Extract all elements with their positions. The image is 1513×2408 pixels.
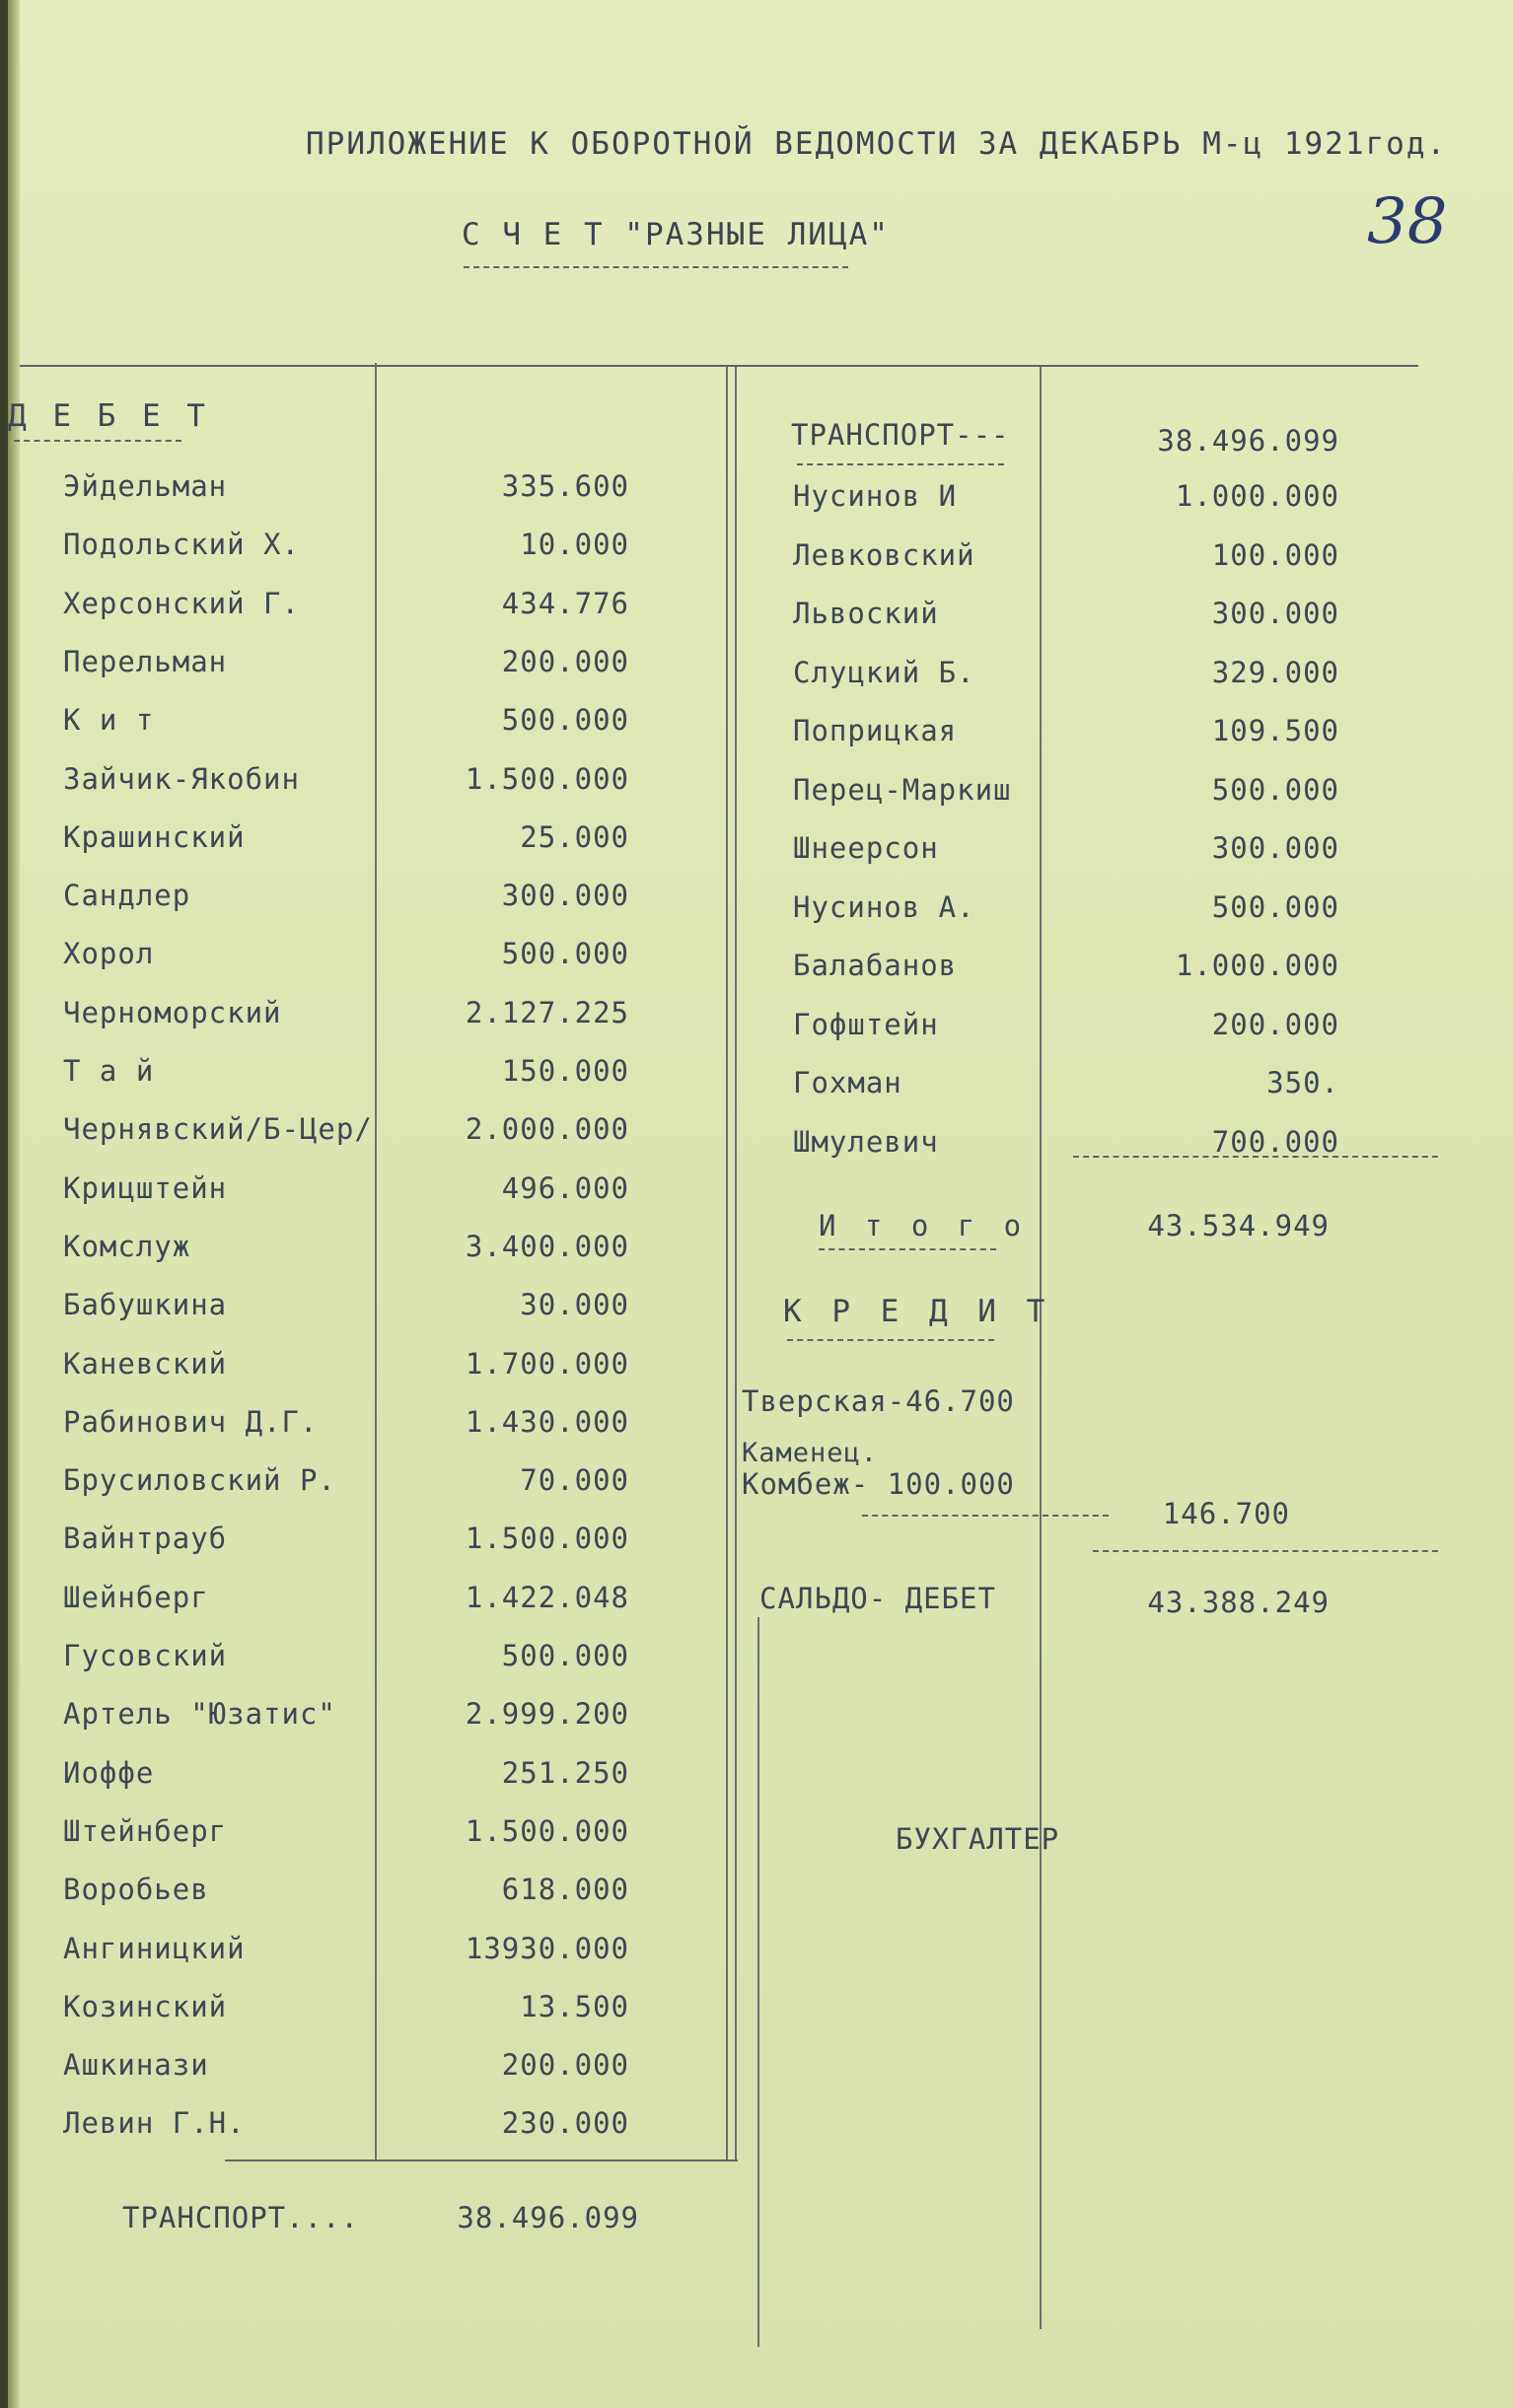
debit-row-name: Гусовский (63, 1639, 228, 1672)
right-row-amount: 300.000 (1211, 597, 1339, 630)
center-divider (726, 367, 728, 2161)
right-row-name: Гофштейн (793, 1007, 939, 1041)
debit-row-amount: 1.700.000 (465, 1346, 629, 1381)
right-row-name: Поприцкая (793, 714, 958, 747)
debit-row-amount: 2.000.000 (465, 1112, 629, 1147)
debit-row-name: Шейнберг (63, 1580, 209, 1614)
debit-transport-amount: 38.496.099 (457, 2201, 639, 2234)
debit-row-amount: 496.000 (501, 1170, 629, 1205)
total-amount: 43.534.949 (1147, 1209, 1330, 1242)
debit-row-name: Ашкинази (63, 2048, 209, 2083)
credit-total-rule (1093, 1550, 1438, 1552)
right-row-name: Балабанов (793, 949, 958, 982)
document-title: ПРИЛОЖЕНИЕ К ОБОРОТНОЙ ВЕДОМОСТИ ЗА ДЕКАБРЬ М-ц 1921год. (306, 126, 1448, 162)
ledger-page (8, 0, 1513, 2408)
debit-transport-label: ТРАНСПОРТ.... (122, 2201, 359, 2234)
debit-row-amount: 618.000 (501, 1873, 629, 1907)
lower-center-divider (757, 1617, 759, 2347)
right-row-amount: 700.000 (1211, 1124, 1339, 1159)
debit-row-name: Штейнберг (63, 1813, 228, 1848)
debit-row-name: Левин Г.Н. (63, 2106, 246, 2141)
debit-row-name: Бабушкина (63, 1288, 228, 1322)
debit-row-amount: 70.000 (520, 1463, 629, 1498)
debit-label: Д Е Б Е Т (8, 398, 209, 434)
right-row-amount: 350. (1266, 1066, 1339, 1099)
account-title: С Ч Е Т "РАЗНЫЕ ЛИЦА" (462, 217, 890, 252)
debit-row-name: Чернявский/Б-Цер/ (63, 1112, 373, 1147)
page-number: 38 (1367, 185, 1448, 258)
accountant-label: БУХГАЛТЕР (896, 1822, 1060, 1856)
debit-row-name: Т а й (63, 1054, 155, 1088)
right-transport-underline (797, 463, 1004, 465)
right-row-name: Гохман (793, 1066, 902, 1099)
debit-row-name: Козинский (63, 1989, 228, 2023)
saldo-amount: 43.388.249 (1147, 1586, 1330, 1619)
credit-total: 146.700 (1162, 1497, 1290, 1530)
right-row-amount: 1.000.000 (1175, 949, 1339, 982)
right-transport-amount: 38.496.099 (1157, 424, 1339, 458)
right-row-name: Шнеерсон (793, 831, 939, 865)
credit-label: К Р Е Д И Т (783, 1294, 1051, 1329)
right-row-name: Левковский (793, 537, 975, 572)
right-row-amount: 329.000 (1211, 655, 1339, 689)
debit-row-name: Иоффе (63, 1755, 155, 1790)
debit-row-name: Комслуж (63, 1229, 191, 1263)
debit-row-amount: 434.776 (501, 586, 629, 620)
debit-row-name: Сандлер (63, 879, 191, 913)
right-row-amount: 500.000 (1211, 889, 1339, 924)
right-row-amount: 109.500 (1211, 714, 1339, 747)
debit-row-name: Вайнтрауб (63, 1522, 228, 1556)
right-row-name: Львоский (793, 597, 939, 630)
debit-row-name: Воробьев (63, 1873, 209, 1907)
debit-row-name: Черноморский (63, 995, 282, 1029)
debit-row-amount: 335.600 (501, 469, 629, 503)
debit-name-amount-divider (375, 363, 377, 2160)
debit-bottom-rule (225, 2160, 738, 2161)
debit-row-amount: 251.250 (501, 1755, 629, 1790)
debit-row-amount: 25.000 (520, 819, 629, 854)
debit-row-amount: 10.000 (520, 528, 629, 562)
debit-row-name: Херсонский Г. (63, 586, 300, 620)
debit-row-amount: 200.000 (501, 644, 629, 678)
right-row-name: Перец-Маркиш (793, 772, 1012, 807)
credit-entry-kamenets: Каменец. (742, 1438, 879, 1468)
right-row-name: Слуцкий Б. (793, 655, 975, 689)
debit-row-name: Каневский (63, 1346, 228, 1381)
right-row-amount: 500.000 (1211, 772, 1339, 807)
debit-row-name: Ангиницкий (63, 1931, 246, 1965)
saldo-label: САЛЬДО- ДЕБЕТ (759, 1582, 996, 1615)
debit-row-name: Подольский Х. (63, 528, 300, 562)
debit-row-amount: 500.000 (501, 937, 629, 971)
right-row-amount: 100.000 (1211, 537, 1339, 572)
right-name-amount-divider (1040, 367, 1042, 2329)
right-row-name: Нусинов И (793, 479, 958, 513)
debit-row-amount: 1.500.000 (465, 1522, 629, 1556)
right-subtotal-rule (1073, 1156, 1438, 1158)
debit-row-amount: 1.422.048 (465, 1580, 629, 1614)
debit-row-name: Перельман (63, 644, 228, 678)
center-divider-inner (735, 367, 737, 2161)
credit-entry-tverskaya: Тверская-46.700 (742, 1384, 1015, 1418)
total-label: И т о г о (819, 1209, 1028, 1242)
debit-row-name: Рабинович Д.Г. (63, 1404, 319, 1439)
credit-entry-kombezh: Комбеж- 100.000 (742, 1467, 1015, 1501)
debit-row-amount: 13.500 (520, 1989, 629, 2023)
debit-row-amount: 200.000 (501, 2048, 629, 2083)
debit-row-amount: 150.000 (501, 1054, 629, 1088)
right-row-name: Шмулевич (793, 1124, 939, 1159)
debit-row-amount: 2.127.225 (465, 995, 629, 1029)
total-underline (819, 1248, 996, 1250)
debit-row-amount: 300.000 (501, 879, 629, 913)
debit-row-name: Крицштейн (63, 1170, 228, 1205)
debit-row-amount: 3.400.000 (465, 1229, 629, 1263)
right-row-amount: 1.000.000 (1175, 479, 1339, 513)
debit-label-underline (14, 440, 181, 442)
debit-row-name: Брусиловский Р. (63, 1463, 336, 1498)
debit-row-name: Артель "Юзатис" (63, 1697, 336, 1732)
debit-row-name: Зайчик-Якобин (63, 761, 300, 796)
right-row-amount: 300.000 (1211, 831, 1339, 865)
debit-row-amount: 1.430.000 (465, 1404, 629, 1439)
debit-row-amount: 500.000 (501, 703, 629, 738)
table-top-rule (20, 365, 1418, 367)
account-title-underline (464, 266, 848, 268)
right-row-name: Нусинов А. (793, 889, 975, 924)
debit-row-amount: 230.000 (501, 2106, 629, 2141)
credit-underline (787, 1339, 994, 1341)
right-transport-label: ТРАНСПОРТ--- (791, 418, 1010, 452)
debit-row-amount: 1.500.000 (465, 1813, 629, 1848)
debit-row-amount: 500.000 (501, 1639, 629, 1672)
debit-row-name: Хорол (63, 937, 155, 971)
debit-row-amount: 2.999.200 (465, 1697, 629, 1732)
debit-row-amount: 13930.000 (465, 1931, 629, 1965)
debit-row-name: Эйдельман (63, 469, 228, 503)
debit-row-name: Крашинский (63, 819, 246, 854)
debit-row-amount: 30.000 (520, 1288, 629, 1322)
debit-row-name: К и т (63, 703, 155, 738)
page-edge (8, 0, 20, 2408)
debit-row-amount: 1.500.000 (465, 761, 629, 796)
right-row-amount: 200.000 (1211, 1007, 1339, 1041)
